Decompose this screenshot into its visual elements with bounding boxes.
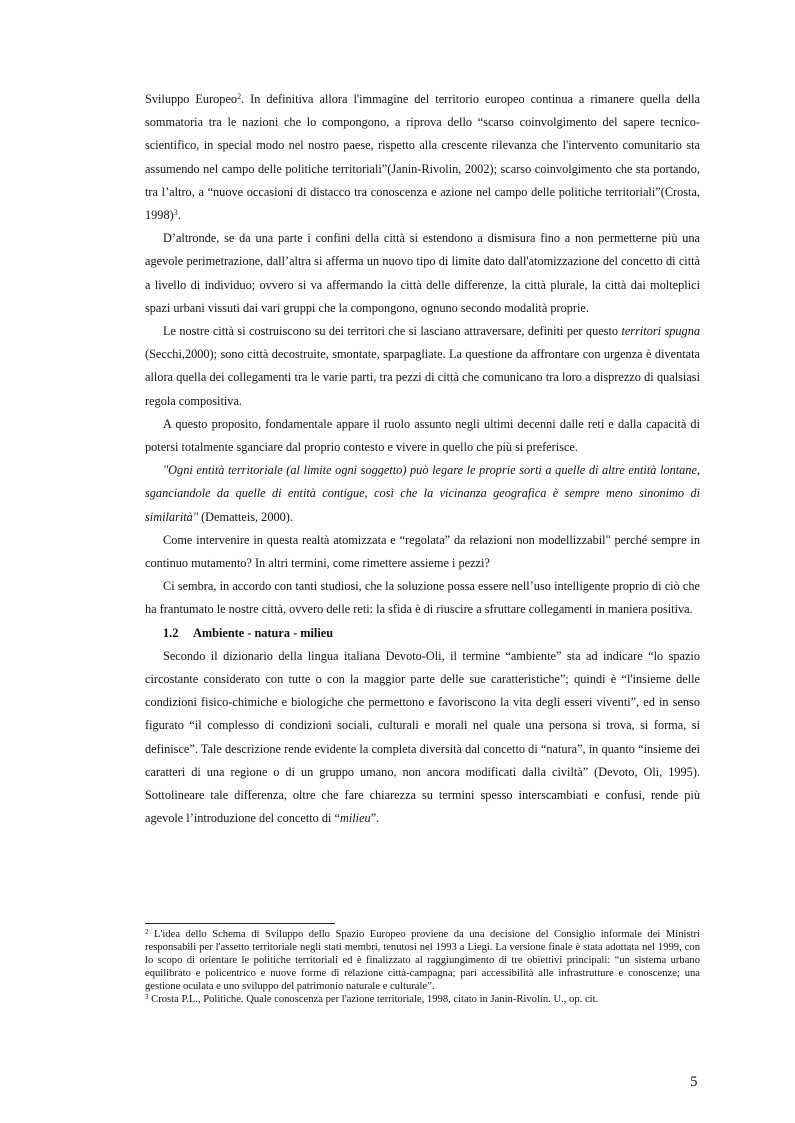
- section-number: 1.2: [163, 625, 179, 640]
- body-text: [145, 88, 700, 831]
- footnote-ref-2: 2: [237, 92, 242, 101]
- quote-citation: (Dematteis, 2000).: [198, 509, 293, 524]
- paragraph-7: Secondo il dizionario della lingua italiana Devoto-Oli, il termine “ambiente” sta ad indicare “lo spazio circostante considerato con tutte o con la maggior parte delle sue caratteristiche”; quindi è “l'insieme delle condizioni fisico-chimiche e biologiche che permettono e favoriscono la vita degli esseri viventi”, ed in senso figurato “il complesso di condizioni sociali, culturali e morali nel quale una persona si trova, si forma, si definisce”. Tale descrizione rende evidente la completa diversità dal concetto di “natura”, in quanto “insieme dei caratteri di una regione o di un gruppo umano, non ancora modificati dalla civiltà” (Devoto, Oli, 1995). Sottolineare tale differenza, oltre che fare chiarezza su termini spesso interscambiati e confusi, rende più agevole l’introduzione del concetto di “milieu”.: [145, 648, 700, 826]
- paragraph-6: Ci sembra, in accordo con tanti studiosi, che la soluzione possa essere nell’uso intelligente proprio di ciò che ha frantumato le nostre città, ovvero delle reti: la sfida è di riuscire a sfruttare collegamenti in maniera positiva.: [145, 579, 700, 617]
- section-heading: [145, 622, 700, 645]
- footnote-ref-3: 3: [173, 208, 178, 218]
- paragraph-4: A questo proposito, fondamentale appare il ruolo assunto negli ultimi decenni dalle reti e dalla capacità di potersi totalmente sganciare dal proprio contesto e vivere in quello che più si preferisce.: [145, 416, 700, 455]
- footnotes: [145, 928, 700, 1006]
- paragraph-1: Sviluppo Europeo$^2$. In definitiva allora l'immagine del territorio europeo continua a rimanere quella della sommatoria tra le nazioni che lo compongono, a riprova dello “scarso coinvolgimento del sapere tecnico-scientifico, in special modo nel nostro paese, rispetto alla crescente rilevanza che l'intervento comunitario sta assumendo nel campo delle politiche territoriali”(Janin-Rivolin, 2002); scarso coinvolgimento che sta portando, tra l’altro, a “nuove occasioni di distacco tra conoscenza e azione nel campo delle politiche territoriali”(Crosta, 1998)$^3$.: [145, 92, 700, 223]
- footnote-3: $^3$ Crosta P.L., Politiche. Quale conoscenza per l'azione territoriale, 1998, citato in Janin-Rivolin. U., op. cit.: [145, 993, 599, 1005]
- footnote-divider: [145, 923, 335, 924]
- quote-text: "Ogni entità territoriale (al limite ogni soggetto) può legare le proprie sorti a quelle di altre entità lontane, sganciandole da quelle di entità contigue, così che la vicinanza geografica è sempre meno sinonimo di similarità": [145, 463, 700, 524]
- section-title: Ambiente - natura - milieu: [193, 625, 334, 640]
- paragraph-2: D’altronde, se da una parte i confini della città si estendono a dismisura fino a non permetterne più una agevole perimetrazione, dall’altra si afferma un nuovo tipo di limite dato dall'atomizzazione del concetto di città a livello di individuo; ovvero si va affermando la città delle differenze, la città plurale, la città dai molteplici spazi urbani vissuti dai vari gruppi che la compongono, ognuno secondo modalità proprie.: [145, 231, 700, 315]
- footnote-2: $^2$ L'idea dello Schema di Sviluppo dello Spazio Europeo proviene da una decisione del Consiglio informale dei Ministri responsabili per l'assetto territoriale negli stati membri, tenutosi nel 1993 a Liegi. La versione finale è stata adottata nel 1999, con lo scopo di orientare le politiche territoriali ed è finalizzato al raggiungimento di tre obiettivi principali: “un sistema urbano equilibrato e policentrico e nuove forme di relazione città-campagna; pari accessibilità alle infrastrutture e conoscenze; una gestione oculata e uno sviluppo del patrimonio naturale e culturale”.: [145, 928, 700, 992]
- paragraph-3: Le nostre città si costruiscono su dei territori che si lasciano attraversare, definiti per questo territori spugna (Secchi,2000); sono città decostruite, smontate, sparpagliate. La questione da affrontare con urgenza è diventata allora quella dei collegamenti tra le varie parti, tra pezzi di città che comunicano tra loro a disprezzo di qualsiasi regola compositiva.: [145, 324, 700, 408]
- quote-paragraph: [145, 459, 700, 529]
- page-number: 5: [690, 1074, 698, 1090]
- paragraph-5: Come intervenire in questa realtà atomizzata e “regolata” da relazioni non modellizzabil" perché sempre in continuo mutamento? In altri termini, come rimettere assieme i pezzi?: [145, 532, 700, 571]
